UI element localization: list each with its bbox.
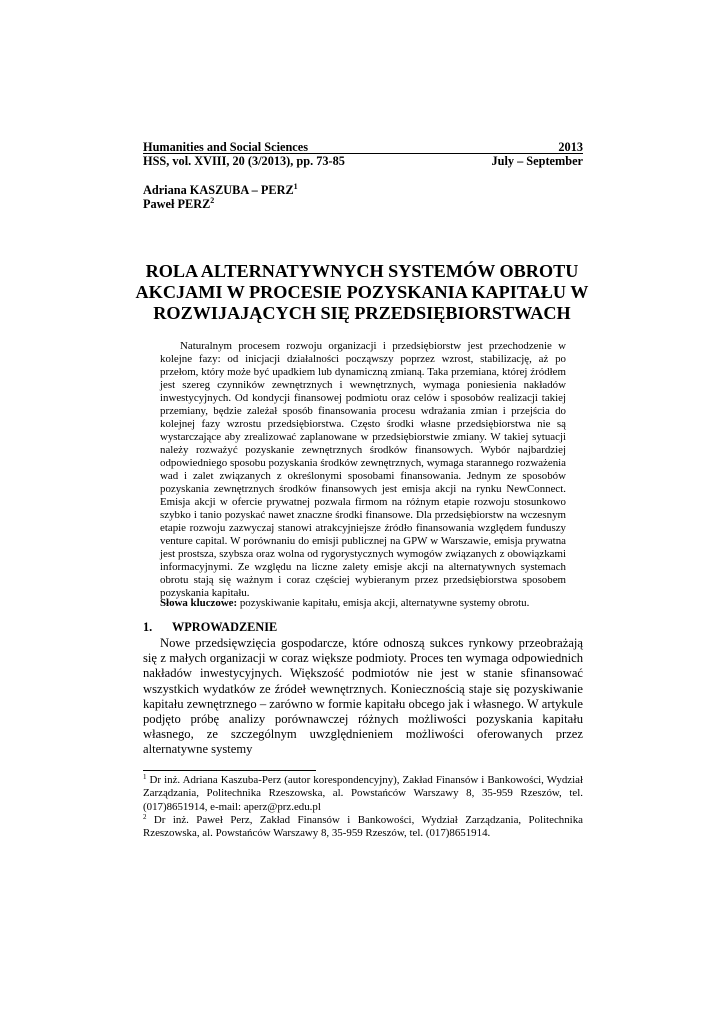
footnote-text: Dr inż. Adriana Kaszuba-Perz (autor korespondencyjny), Zakład Finansów i Bankowości, Wydział Zarządzania, Politechnika Rzeszowska, al. Powstańców Warszawy 8, 35-959 Rzeszów, tel. (017)8651914, e-mail: aperz@prz.edu.pl [143,774,583,813]
footnote-marker: 1 [293,182,298,191]
author-2 [143,197,214,212]
abstract-text: Naturalnym procesem rozwoju organizacji i przedsiębiorstw jest przechodzenie w kolejne fazy: od inicjacji działalności począwszy poprzez wzrost, stabilizację, aż po przełom, który może być upadkiem lub dynamiczną zmianą. Taka przemiana, której źródłem jest szereg czynników zewnętrznych i wewnętrznych, wymaga poniesienia nakładów inwestycyjnych. Od kondycji finansowej podmiotu oraz celów i sposobów realizacji takiej przemiany, będzie zależał sposób finansowania procesu wdrażania zmian i przejścia do kolejnej fazy wzrostu przedsiębiorstwa. Często środki własne przedsiębiorstwa nie są wystarczające aby zrealizować zaplanowane w przedsiębiorstwie zmiany. W takiej sytuacji należy rozważyć pozyskanie zewnętrznych środków finansowych. Wybór najbardziej odpowiedniego sposobu pozyskania środków zewnętrznych, wymaga starannego rozważenia wad i zalet związanych z określonymi sposobami finansowania. Jednym ze sposobów pozyskania zewnętrznych środków finansowych jest emisja akcji na rynku NewConnect. Emisja akcji w ofercie prywatnej pozwala firmom na różnym etapie rozwoju stosunkowo szybko i tanio pozyskać nawet znaczne środki finansowe. Dla przedsiębiorstw na wczesnym etapie rozwoju zazwyczaj stanowi atrakcyjniejsze źródło finansowania względem funduszy venture capital. W porównaniu do emisji publicznej na GPW w Warszawie, emisja prywatna jest prostsza, szybsza oraz wolna od rygorystycznych wymogów związanych z obowiązkami informacyjnymi. Ze względu na liczne zalety emisje akcji na alternatywnych systemach obrotu stają się ważnym i coraz częściej wybieranym przez przedsiębiorstwa sposobem pozyskania kapitału. [160,340,566,599]
abstract [160,340,566,600]
footnote-mark: 1 [143,773,147,781]
author-name: Paweł PERZ [143,197,211,211]
keywords-text: pozyskiwanie kapitału, emisja akcji, alternatywne systemy obrotu. [237,597,530,609]
paper-title [120,261,604,324]
issue-period: July – September [491,154,583,168]
journal-name: Humanities and Social Sciences [143,140,308,154]
title-line: AKCJAMI W PROCESIE POZYSKANIA KAPITAŁU W [135,282,589,302]
footnote-mark: 2 [143,812,147,821]
author-1 [143,183,298,198]
title-line: ROZWIJAJĄCYCH SIĘ PRZEDSIĘBIORSTWACH [153,303,571,323]
footnote-marker: 2 [210,196,215,205]
paragraph-text: Nowe przedsięwzięcia gospodarcze, które odnoszą sukces rynkowy przeobrażają się z małych organizacji w coraz większe podmioty. Proces ten wymaga odpowiednich nakładów inwestycyjnych. Większość podmiotów nie jest w stanie sfinansować wszystkich wydatków ze źródeł wewnętrznych. Koniecznością staje się pozyskiwanie kapitału zewnętrznego – zarówno w formie kapitału obcego jak i własnego. W artykule podjęto próbę analizy porównawczej różnych możliwości pozyskania kapitału własnego, ze szczególnym uwzględnieniem możliwości oferowanych przez alternatywne systemy [143,636,583,757]
footnote-rule [143,770,316,771]
keywords [160,597,566,610]
title-line: ROLA ALTERNATYWNYCH SYSTEMÓW OBROTU [145,261,579,281]
body-paragraph [143,636,583,758]
volume-info: HSS, vol. XVIII, 20 (3/2013), pp. 73-85 [143,154,345,168]
footnote-2 [143,814,583,841]
footnote-text: Dr inż. Paweł Perz, Zakład Finansów i Bankowości, Wydział Zarządzania, Politechnika Rzeszowska, al. Powstańców Warszawy 8, 35-959 Rzeszów, tel. (017)8651914. [143,813,583,840]
footnote-1 [143,774,583,814]
author-name: Adriana KASZUBA – PERZ [143,183,294,197]
section-number: 1. [143,620,153,634]
section-title: WPROWADZENIE [172,620,278,634]
section-heading [143,620,277,635]
keywords-label: Słowa kluczowe: [160,597,238,609]
journal-year: 2013 [558,140,583,154]
footnotes [143,774,583,840]
issue-header [143,154,583,169]
